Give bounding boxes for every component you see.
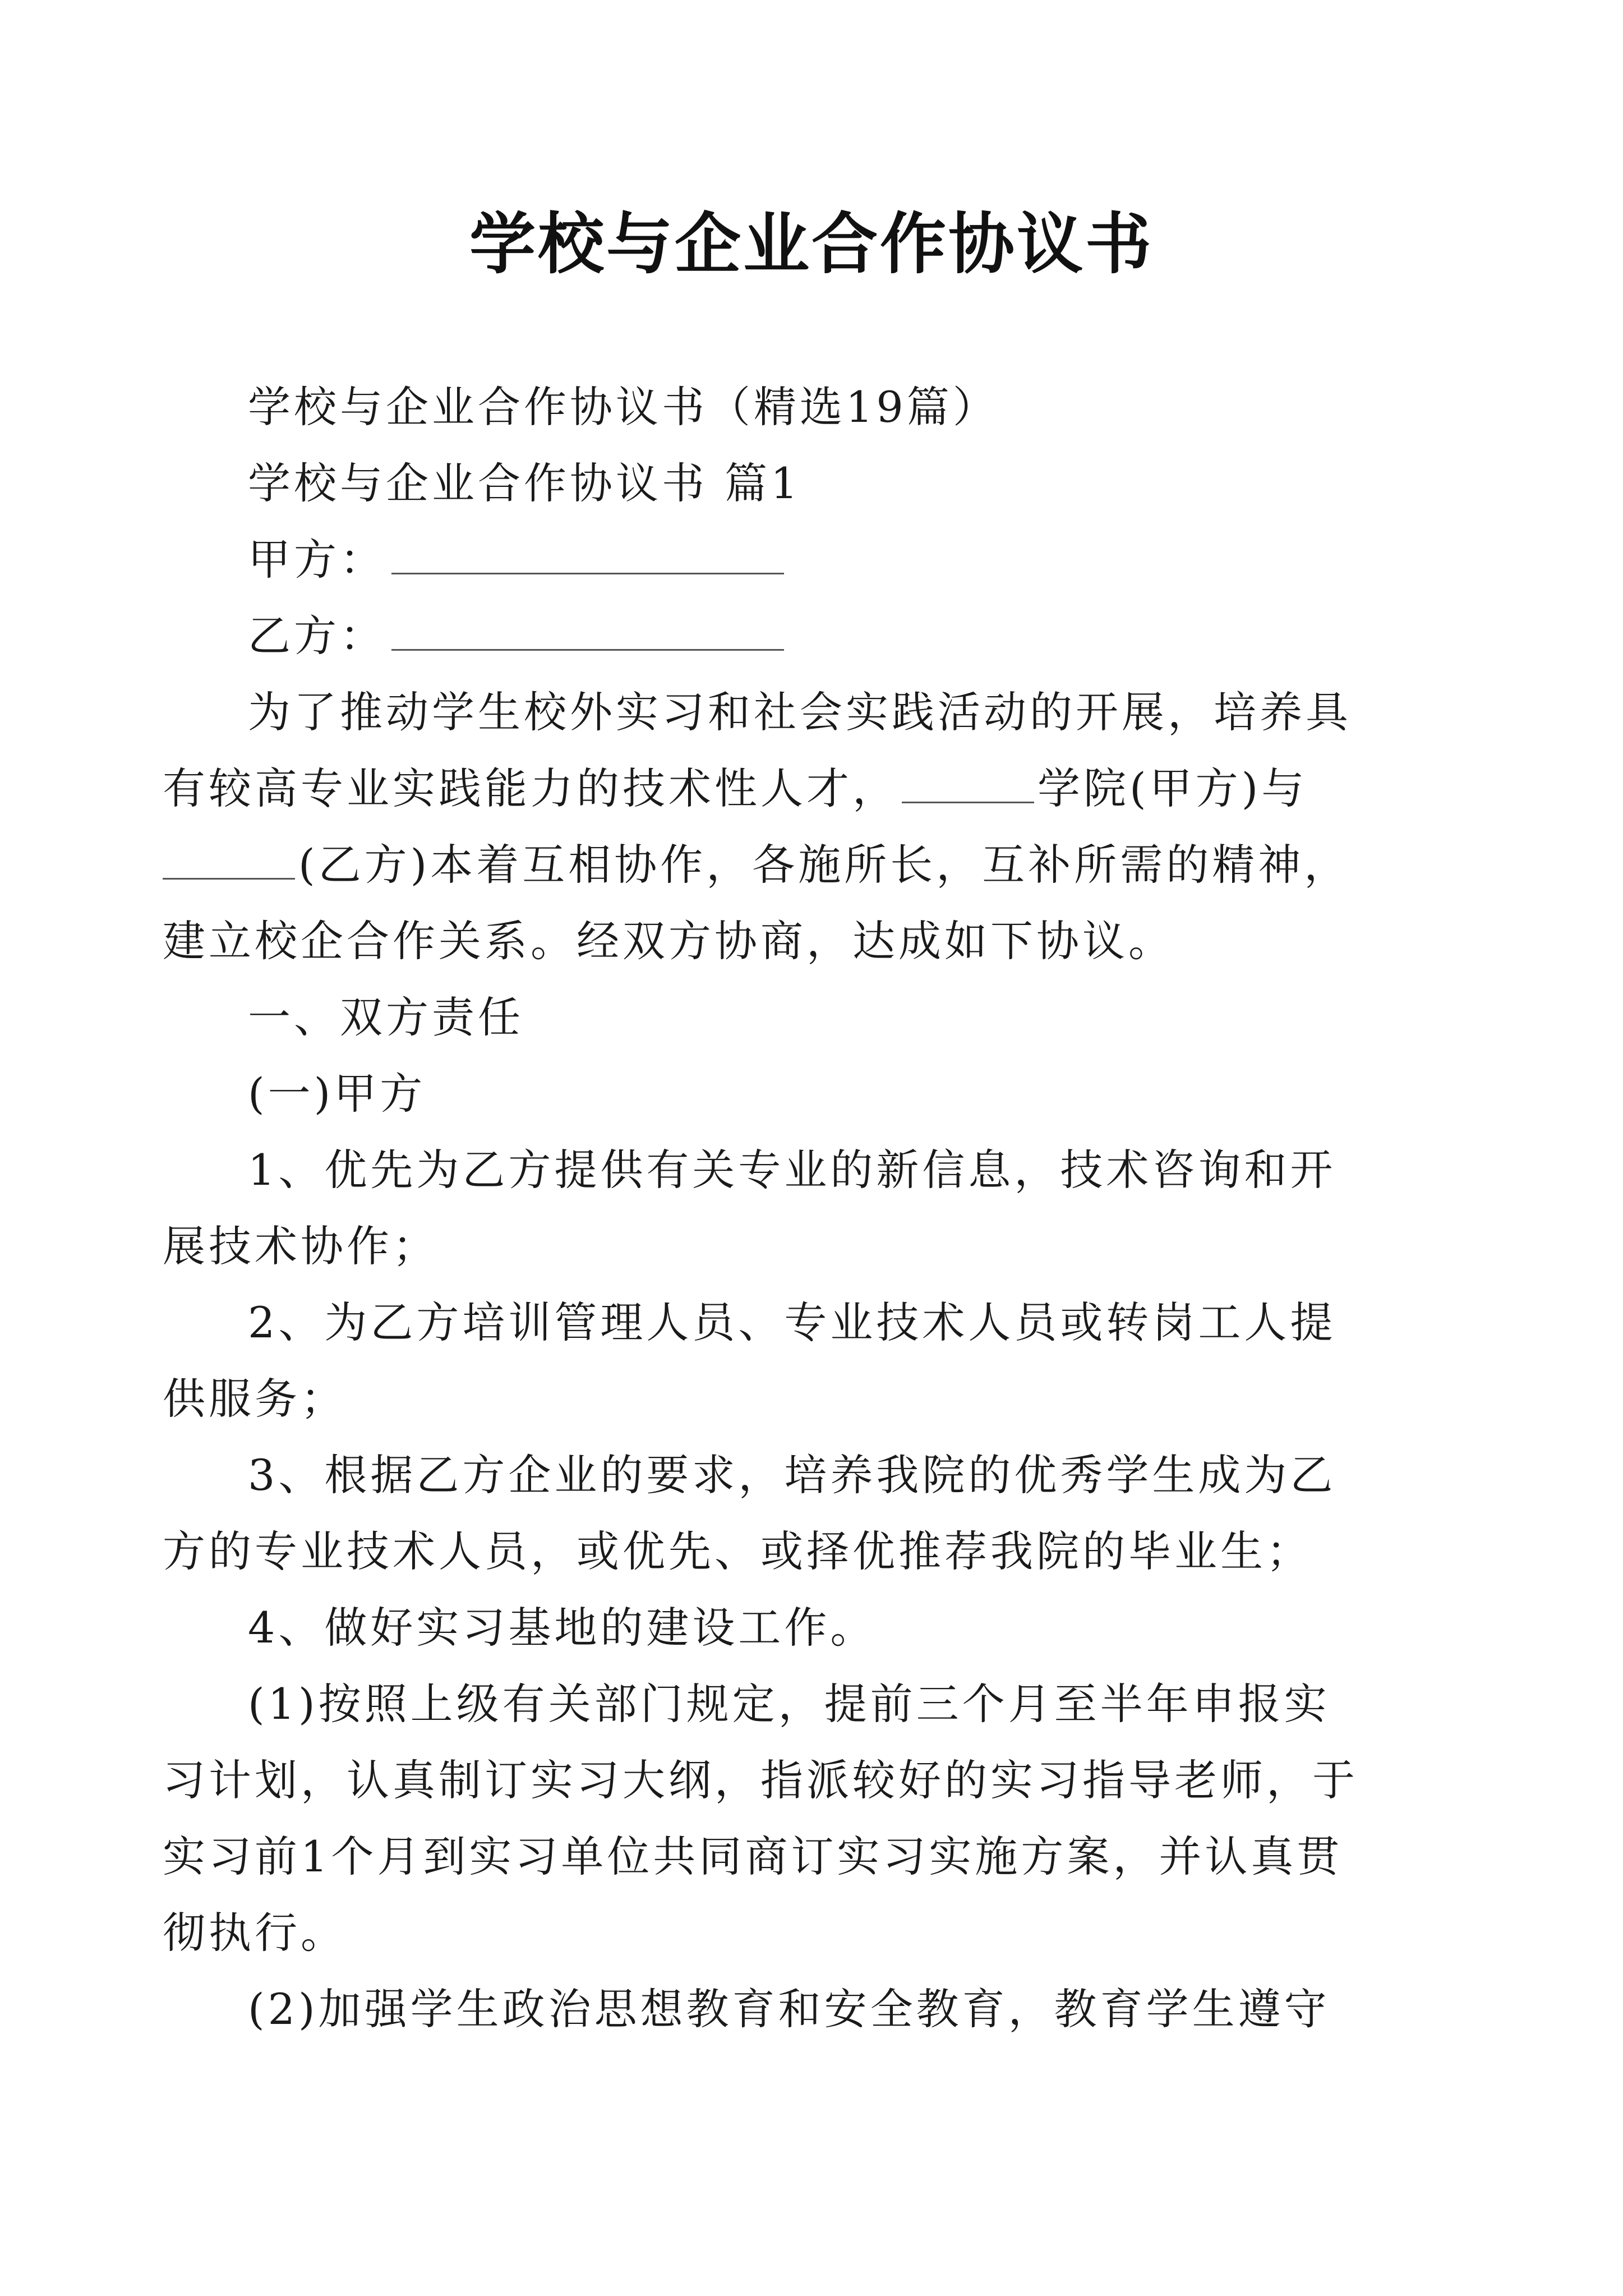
item-4: 4、做好实习基地的建设工作。	[248, 1603, 877, 1653]
sub-2-line-1: (2)加强学生政治思想教育和安全教育，教育学生遵守	[248, 1984, 1330, 2034]
item-2-line-1: 2、为乙方培训管理人员、专业技术人员或转岗工人提	[248, 1297, 1336, 1347]
sub-1-line-3: 实习前1个月到实习单位共同商订实习实施方案，并认真贯	[163, 1832, 1343, 1881]
item-3-line-1: 3、根据乙方企业的要求，培养我院的优秀学生成为乙	[248, 1450, 1336, 1500]
sub-1-line-1: (1)按照上级有关部门规定，提前三个月至半年申报实	[248, 1679, 1330, 1729]
sub-1-line-2: 习计划，认真制订实习大纲，指派较好的实习指导老师，于	[163, 1755, 1358, 1805]
college-name-blank	[902, 765, 1034, 803]
party-a-blank	[391, 536, 784, 574]
party-b-line	[248, 598, 1375, 674]
item-1-line-1: 1、优先为乙方提供有关专业的新信息，技术咨询和开	[248, 1145, 1336, 1195]
intro-line-2-a: 有较高专业实践能力的技术性人才，	[163, 763, 898, 813]
party-b-label: 乙方：	[248, 611, 386, 661]
intro-line-3	[163, 827, 1622, 903]
party-a-line	[248, 522, 1375, 598]
section-heading: 学校与企业合作协议书 篇1	[248, 458, 801, 508]
document-body	[248, 369, 1375, 674]
intro-line-1: 为了推动学生校外实习和社会实践活动的开展，培养具	[248, 687, 1352, 737]
heading-responsibilities: 一、双方责任	[248, 992, 524, 1042]
sub-1-line-4: 彻执行。	[163, 1908, 347, 1958]
intro-block	[248, 674, 1375, 751]
intro-line-2-b: 学院(甲方)与	[1038, 763, 1308, 813]
item-2-line-2: 供服务；	[163, 1374, 347, 1424]
item-3-line-2: 方的专业技术人员，或优先、或择优推荐我院的毕业生；	[163, 1526, 1312, 1576]
heading-party-a: (一)甲方	[248, 1069, 426, 1119]
item-1-line-2: 展技术协作；	[163, 1221, 439, 1271]
intro-line-4: 建立校企合作关系。经双方协商，达成如下协议。	[163, 916, 1174, 966]
subtitle: 学校与企业合作协议书（精选19篇）	[248, 382, 999, 432]
party-b-name-blank	[163, 841, 295, 880]
intro-line-3-text: (乙方)本着互相协作，各施所长，互补所需的精神，	[298, 840, 1350, 890]
document-title: 学校与企业合作协议书	[469, 205, 1154, 283]
party-b-blank	[391, 612, 784, 651]
intro-line-2	[163, 751, 1622, 827]
party-a-label: 甲方：	[248, 535, 386, 585]
intro-block-continued	[163, 751, 1622, 2047]
